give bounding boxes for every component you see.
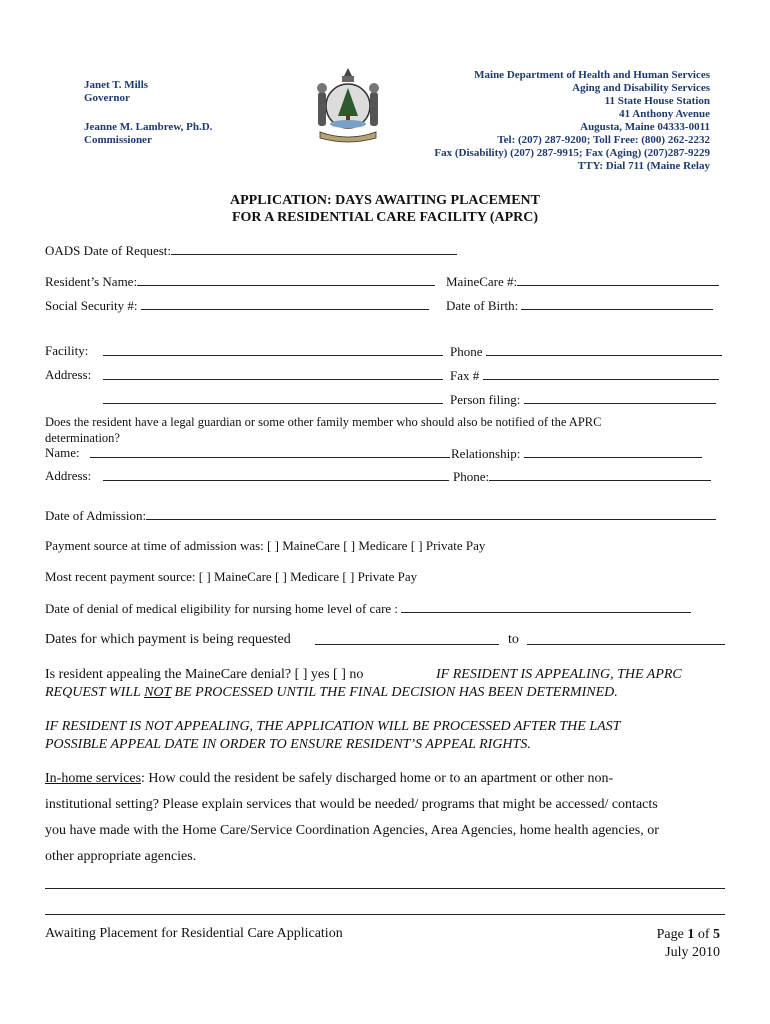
to-label: to: [508, 632, 519, 647]
agency-line: Fax (Disability) (207) 287-9915; Fax (Aging) (207)287-9229: [434, 147, 710, 159]
not-appealing-line1: IF RESIDENT IS NOT APPEALING, THE APPLICATION WILL BE PROCESSED AFTER THE LAST: [45, 719, 621, 734]
form-title-line2: FOR A RESIDENTIAL CARE FACILITY (APRC): [231, 210, 539, 225]
payment-recent-row[interactable]: Most recent payment source: [ ] MaineCare [ ] Medicare [ ] Private Pay: [45, 569, 418, 584]
relationship-row: [451, 445, 702, 462]
person-filing-field[interactable]: [524, 391, 716, 404]
mainecare-field[interactable]: [517, 273, 719, 286]
fax-field[interactable]: [483, 367, 719, 380]
inhome-text: : How could the resident be safely discharged home or to an apartment or other non-: [141, 771, 614, 786]
appeal-note-part: BE PROCESSED UNTIL THE FINAL DECISION HAS BEEN DETERMINED.: [171, 685, 618, 700]
agency-line: Aging and Disability Services: [572, 82, 710, 94]
guardian-name-field[interactable]: [90, 445, 450, 458]
governor-name: Janet T. Mills: [84, 79, 149, 91]
relationship-label: Relationship:: [451, 446, 521, 461]
inhome-line2: institutional setting? Please explain services that would be needed/ programs that might be accessed/ contacts: [45, 797, 658, 812]
payment-to-field[interactable]: [527, 632, 725, 645]
phone-field[interactable]: [486, 343, 722, 356]
inhome-label: In-home services: [45, 771, 142, 786]
person-filing-label: Person filing:: [450, 392, 521, 407]
form-title-line1: APPLICATION: DAYS AWAITING PLACEMENT: [230, 193, 540, 208]
payment-dates-row: [45, 632, 291, 648]
phone-row: [450, 343, 722, 360]
oads-date-row: [45, 242, 457, 259]
appeal-note-line2: [45, 685, 618, 701]
address-field[interactable]: [103, 367, 443, 380]
guardian-question-line2: determination?: [45, 431, 120, 445]
denial-date-field[interactable]: [401, 600, 691, 613]
admission-date-field[interactable]: [146, 507, 716, 520]
denial-date-row: [45, 600, 691, 617]
appeal-question[interactable]: Is resident appealing the MaineCare denial? [ ] yes [ ] no: [45, 667, 364, 682]
state-seal-icon: [312, 66, 384, 144]
inhome-line4: other appropriate agencies.: [45, 849, 197, 864]
governor-title: Governor: [84, 92, 130, 104]
officials-block: [84, 79, 212, 147]
fax-row: [450, 367, 719, 384]
guardian-address-label: Address:: [45, 468, 92, 483]
admission-date-label: Date of Admission:: [45, 508, 147, 523]
inhome-answer-line[interactable]: [45, 888, 725, 889]
agency-line: 41 Anthony Avenue: [619, 108, 710, 120]
fax-label: Fax #: [450, 368, 480, 383]
appeal-note-line1: IF RESIDENT IS APPEALING, THE APRC: [436, 667, 682, 682]
guardian-question-line1: Does the resident have a legal guardian or some other family member who should also be notified of the APRC: [45, 415, 602, 429]
phone-label: Phone: [450, 344, 483, 359]
address-label: Address:: [45, 367, 92, 382]
form-title: [0, 192, 770, 226]
page-prefix: Page: [656, 927, 688, 942]
ssn-label: Social Security #:: [45, 298, 138, 313]
commissioner-title: Commissioner: [84, 134, 152, 146]
page-number: 1: [687, 927, 695, 942]
guardian-question: [45, 414, 601, 446]
guardian-phone-label: Phone:: [453, 469, 490, 484]
denial-date-label: Date of denial of medical eligibility for nursing home level of care :: [45, 601, 399, 616]
address-row: [45, 367, 91, 383]
ssn-field[interactable]: [141, 297, 429, 310]
footer-date: July 2010: [665, 945, 720, 960]
mainecare-row: [446, 273, 719, 290]
dob-field[interactable]: [521, 297, 713, 310]
admission-date-row: [45, 507, 716, 524]
guardian-address-field[interactable]: [103, 468, 449, 481]
commissioner-name: Jeanne M. Lambrew, Ph.D.: [84, 121, 213, 133]
dob-label: Date of Birth:: [446, 298, 519, 313]
not-appealing-line2: POSSIBLE APPEAL DATE IN ORDER TO ENSURE RESIDENT’S APPEAL RIGHTS.: [45, 737, 531, 752]
payment-from-field[interactable]: [315, 632, 499, 645]
appeal-note-part: REQUEST WILL: [45, 685, 145, 700]
agency-line: Augusta, Maine 04333-0011: [580, 121, 710, 133]
address-line2-field[interactable]: [103, 391, 443, 404]
resident-name-field[interactable]: [137, 273, 435, 286]
facility-label: Facility:: [45, 343, 89, 358]
payment-dates-label: Dates for which payment is being requested: [45, 632, 291, 647]
agency-line: TTY: Dial 711 (Maine Relay: [577, 160, 710, 172]
facility-row: [45, 343, 88, 359]
mainecare-label: MaineCare #:: [446, 274, 518, 289]
resident-name-label: Resident’s Name:: [45, 274, 138, 289]
appeal-note-not: NOT: [144, 685, 172, 700]
oads-date-field[interactable]: [171, 242, 457, 255]
guardian-address-row: [45, 468, 91, 484]
footer-title: Awaiting Placement for Residential Care Application: [45, 926, 343, 941]
inhome-line1: [45, 771, 613, 787]
relationship-field[interactable]: [524, 445, 702, 458]
ssn-row: [45, 297, 429, 314]
facility-field[interactable]: [103, 343, 443, 356]
page-total: 5: [713, 927, 720, 942]
agency-line: 11 State House Station: [604, 95, 710, 107]
agency-line: Tel: (207) 287-9200; Toll Free: (800) 262-2232: [497, 134, 710, 146]
resident-name-row: [45, 273, 435, 290]
agency-line: Maine Department of Health and Human Services: [474, 69, 710, 81]
agency-address-block: [434, 69, 710, 173]
guardian-name-label: Name:: [45, 445, 80, 460]
page-of: of: [694, 927, 713, 942]
guardian-phone-field[interactable]: [489, 468, 711, 481]
inhome-line3: you have made with the Home Care/Service Coordination Agencies, Area Agencies, home health agencies, or: [45, 823, 659, 838]
person-filing-row: [450, 391, 716, 408]
page-indicator: [657, 926, 720, 962]
oads-date-label: OADS Date of Request:: [45, 243, 172, 258]
inhome-answer-line[interactable]: [45, 914, 725, 915]
guardian-name-row: [45, 445, 80, 461]
guardian-phone-row: [453, 468, 711, 485]
dob-row: [446, 297, 713, 314]
payment-admission-row[interactable]: Payment source at time of admission was: [ ] MaineCare [ ] Medicare [ ] Private Pay: [45, 538, 486, 553]
